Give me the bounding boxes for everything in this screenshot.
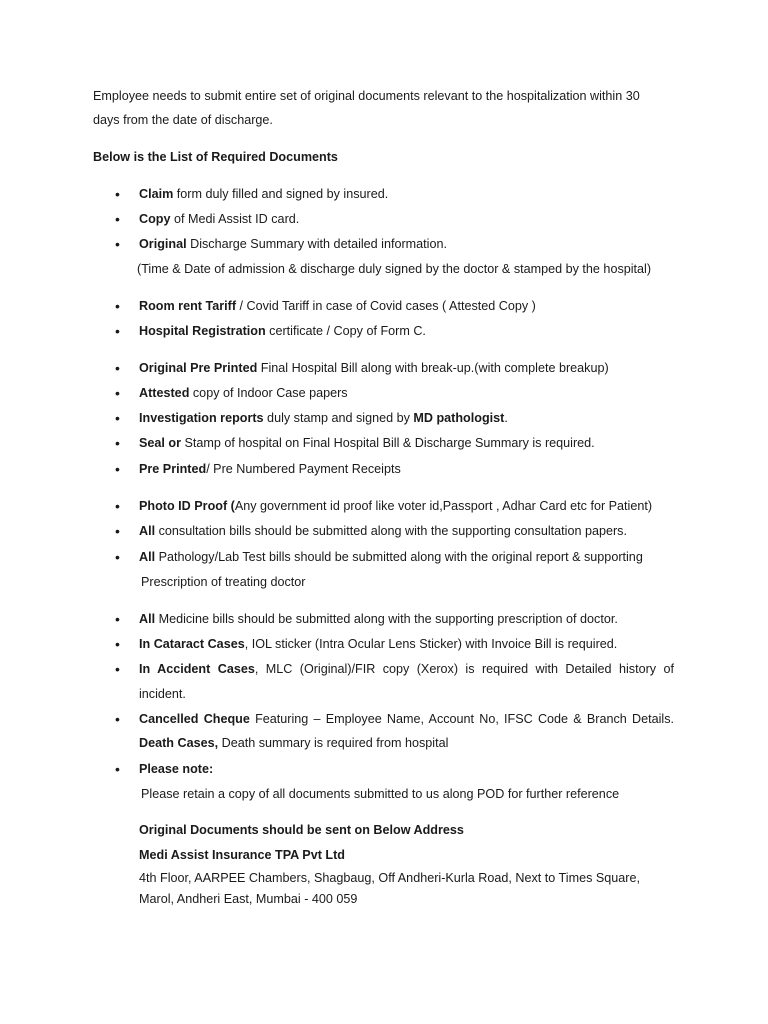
bullet-icon: • [115, 661, 120, 677]
address-heading: Original Documents should be sent on Below Address [139, 823, 464, 837]
bullet-icon: • [115, 385, 120, 401]
bullet-icon: • [115, 211, 120, 227]
intro-line-1: Employee needs to submit entire set of original documents relevant to the hospitalization within 30 [93, 89, 640, 103]
item-text: , MLC (Original)/FIR copy (Xerox) is required with Detailed history of [254, 662, 674, 676]
bullet-icon: • [115, 323, 120, 339]
company-name: Medi Assist Insurance TPA Pvt Ltd [139, 848, 345, 862]
item-text: Stamp of hospital on Final Hospital Bill & Discharge Summary is required. [181, 436, 595, 450]
item-text: Any government id proof like voter id,Passport , Adhar Card etc for Patient) [234, 499, 653, 513]
list-item-death-cases [139, 735, 448, 751]
item-bold: Original Pre Printed [139, 361, 258, 375]
item-bold: Photo ID Proof ( [139, 499, 235, 513]
item-text: of Medi Assist ID card. [170, 212, 300, 226]
item-bold: All [139, 612, 156, 626]
bullet-icon: • [115, 711, 120, 727]
item-bold: In Accident Cases [139, 662, 255, 676]
address-line-2: Marol, Andheri East, Mumbai - 400 059 [139, 892, 358, 906]
item-bold: Hospital Registration [139, 324, 266, 338]
item-text: Featuring – Employee Name, Account No, IFSC Code & Branch Details. [249, 712, 674, 726]
list-item-continuation: Prescription of treating doctor [141, 575, 306, 589]
list-item-accident [139, 661, 674, 677]
item-bold: All [139, 524, 156, 538]
item-text: / Pre Numbered Payment Receipts [206, 462, 401, 476]
list-item-cataract [139, 636, 617, 652]
item-bold: Pre Printed [139, 462, 207, 476]
item-text: / Covid Tariff in case of Covid cases ( Attested Copy ) [236, 299, 536, 313]
item-bold: Claim [139, 187, 174, 201]
bullet-icon: • [115, 461, 120, 477]
item-bold: Please note: [139, 762, 214, 776]
list-item-seal [139, 435, 595, 451]
item-bold: Seal or [139, 436, 181, 450]
bullet-icon: • [115, 611, 120, 627]
item-text: copy of Indoor Case papers [189, 386, 348, 400]
list-item-continuation: (Time & Date of admission & discharge duly signed by the doctor & stamped by the hospital) [137, 262, 652, 276]
bullet-icon: • [115, 636, 120, 652]
bullet-icon: • [115, 410, 120, 426]
list-item-please-note [139, 761, 213, 777]
item-bold: Room rent Tariff [139, 299, 237, 313]
item-text: duly stamp and signed by [263, 411, 414, 425]
item-bold-secondary: MD pathologist [413, 411, 505, 425]
list-item-investigation [139, 410, 508, 426]
list-item-consultation-bills [139, 523, 627, 539]
item-bold: In Cataract Cases [139, 637, 245, 651]
list-heading: Below is the List of Required Documents [93, 150, 338, 164]
bullet-icon: • [115, 236, 120, 252]
item-text: Final Hospital Bill along with break-up.(with complete breakup) [257, 361, 609, 375]
item-bold: Investigation reports [139, 411, 264, 425]
address-line-1: 4th Floor, AARPEE Chambers, Shagbaug, Off Andheri-Kurla Road, Next to Times Square, [139, 871, 640, 885]
list-item-room-rent [139, 298, 536, 314]
list-item-pre-printed [139, 461, 401, 477]
item-text: Discharge Summary with detailed information. [186, 237, 447, 251]
list-item-final-bill [139, 360, 609, 376]
item-text-secondary: . [504, 411, 508, 425]
item-bold: Original [139, 237, 187, 251]
bullet-icon: • [115, 523, 120, 539]
item-text: Death summary is required from hospital [218, 736, 449, 750]
bullet-icon: • [115, 498, 120, 514]
list-item-attested [139, 385, 348, 401]
bullet-icon: • [115, 435, 120, 451]
list-item-hospital-registration [139, 323, 426, 339]
list-item-pathology-bills [139, 549, 643, 565]
item-text: Pathology/Lab Test bills should be submitted along with the original report & supporting [155, 550, 643, 564]
item-text: consultation bills should be submitted along with the supporting consultation papers. [155, 524, 627, 538]
item-text: Medicine bills should be submitted along with the supporting prescription of doctor. [155, 612, 618, 626]
bullet-icon: • [115, 186, 120, 202]
bullet-icon: • [115, 360, 120, 376]
item-bold: Death Cases, [139, 736, 219, 750]
bullet-icon: • [115, 298, 120, 314]
item-text: form duly filled and signed by insured. [173, 187, 389, 201]
item-bold: All [139, 550, 156, 564]
list-item-continuation: Please retain a copy of all documents submitted to us along POD for further reference [141, 787, 620, 801]
bullet-icon: • [115, 761, 120, 777]
item-bold: Copy [139, 212, 171, 226]
item-bold: Cancelled Cheque [139, 712, 250, 726]
list-item-claim [139, 186, 388, 202]
list-item-original [139, 236, 447, 252]
item-bold: Attested [139, 386, 190, 400]
list-item-medicine-bills [139, 611, 618, 627]
item-text: certificate / Copy of Form C. [265, 324, 426, 338]
bullet-icon: • [115, 549, 120, 565]
list-item-copy [139, 211, 299, 227]
list-item-photo-id [139, 498, 652, 514]
list-item-continuation: incident. [139, 687, 186, 701]
intro-line-2: days from the date of discharge. [93, 113, 273, 127]
item-text: , IOL sticker (Intra Ocular Lens Sticker) with Invoice Bill is required. [244, 637, 618, 651]
list-item-cancelled-cheque [139, 711, 674, 727]
